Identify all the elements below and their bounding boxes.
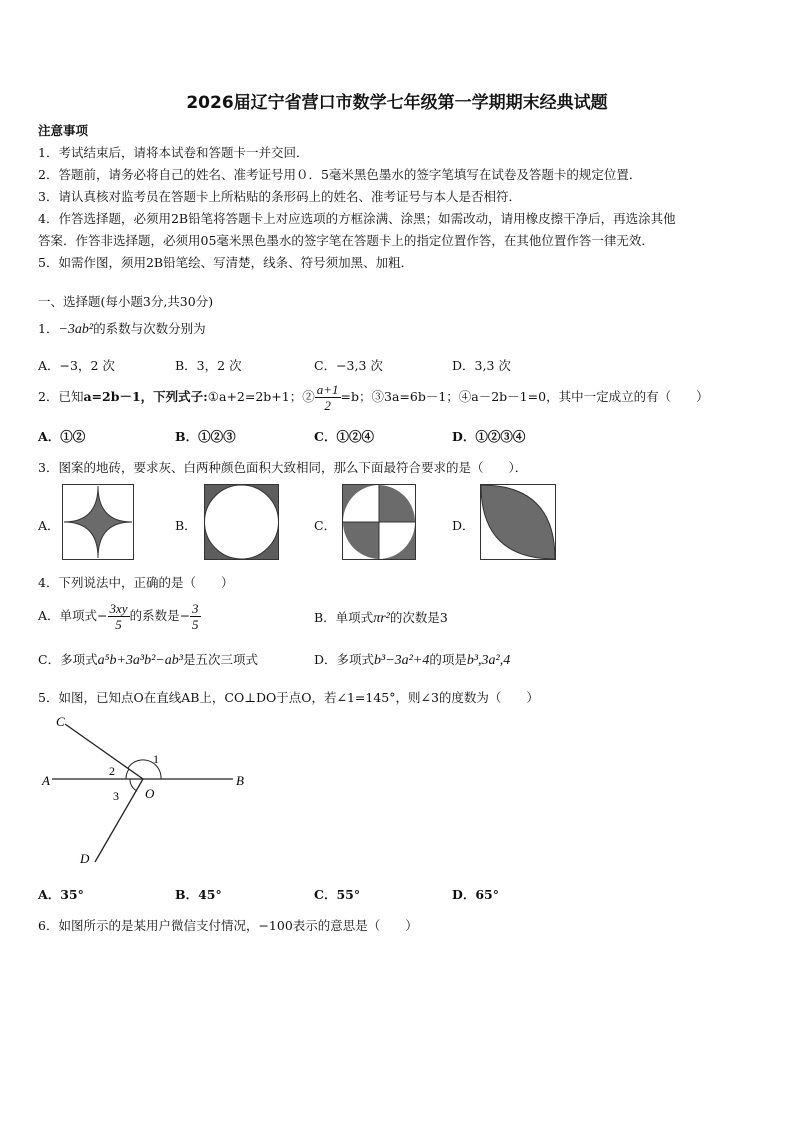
fraction-numerator: 3xy (109, 601, 128, 616)
option-a[interactable]: A．−3，2 次 (38, 358, 115, 373)
expression: −3ab² (58, 322, 94, 337)
point-c-label: C (56, 714, 65, 729)
option-text: B．单项式 (314, 610, 374, 625)
notice-item: 4．作答选择题，必须用2B铅笔将答题卡上对应选项的方框涂满、涂黑；如需改动，请用橡皮擦干净后，再选涂其他 (38, 211, 676, 226)
point-a-label: A (42, 773, 50, 788)
option-text: C．多项式 (38, 652, 98, 667)
notice-heading: 注意事项 (38, 123, 89, 138)
fraction-numerator: 3 (192, 601, 199, 616)
notice-item: 3．请认真核对监考员在答题卡上所粘贴的条形码上的姓名、准考证号与本人是否相符． (38, 189, 521, 204)
option-text: A．单项式− (38, 608, 108, 623)
question-6: 6．如图所示的是某用户微信支付情况，−100表示的意思是（ ） (38, 918, 418, 933)
ray-od (95, 779, 143, 862)
angle-2-label: 2 (109, 764, 115, 778)
option-text: 的系数是− (129, 608, 191, 623)
option-b[interactable]: B． (175, 518, 197, 533)
option-text: 是五次三项式 (182, 652, 258, 667)
formula-part: =b；③3a=6b－1；④a－2b－1=0，其中一定成立的有（ ） (340, 389, 709, 404)
expression: a⁵b+3a³b²−ab³ (97, 653, 183, 668)
option-c[interactable]: C．−3,3 次 (314, 358, 383, 373)
option-c[interactable]: C．①②④ (314, 429, 374, 444)
tile-d-figure (480, 484, 556, 560)
option-text: 的项是 (429, 652, 467, 667)
expression: b³,3a²,4 (466, 653, 511, 668)
fraction-denominator: 5 (115, 617, 122, 632)
ray-oc (65, 724, 143, 779)
option-a[interactable]: A． (38, 518, 60, 533)
option-c[interactable]: C．55° (314, 887, 361, 902)
angle-3-arc (130, 779, 137, 791)
expression: b³−3a²+4 (374, 653, 430, 668)
option-text: D．多项式 (314, 652, 375, 667)
angle-2-arc (126, 769, 129, 779)
option-b[interactable]: B．45° (175, 887, 222, 902)
option-a[interactable]: A．①② (38, 429, 86, 444)
fraction-denominator: 2 (324, 398, 331, 413)
option-text: 的次数是3 (389, 610, 448, 625)
page-title: 2026届辽宁省营口市数学七年级第一学期期末经典试题 (186, 93, 608, 113)
option-c[interactable] (38, 650, 258, 669)
fraction (190, 601, 201, 632)
tile-a-figure (62, 484, 134, 560)
notice-item: 1．考试结束后，请将本试卷和答题卡一并交回． (38, 145, 309, 160)
point-o-label: O (145, 786, 155, 801)
angle-1-label: 1 (153, 752, 159, 766)
point-b-label: B (236, 773, 244, 788)
option-d[interactable]: D． (452, 518, 475, 533)
fraction (108, 601, 130, 632)
angle-diagram (38, 712, 268, 872)
notice-item: 5．如需作图，须用2B铅笔绘、写清楚，线条、符号须加黑、加粗． (38, 255, 414, 270)
option-d[interactable]: D．65° (452, 887, 499, 902)
option-c[interactable]: C． (314, 518, 337, 533)
option-b[interactable]: B．①②③ (175, 429, 236, 444)
question-4: 4．下列说法中，正确的是（ ） (38, 575, 234, 590)
question-5: 5．如图，已知点O在直线AB上，CO⊥DO于点O，若∠1=145°，则∠3的度数为（ ） (38, 690, 539, 705)
option-d[interactable]: D．3,3 次 (452, 358, 511, 373)
fraction (315, 382, 341, 413)
option-d[interactable]: D．①②③④ (452, 429, 526, 444)
angle-3-label: 3 (113, 789, 119, 803)
question-1 (38, 319, 206, 338)
fraction-denominator: 5 (192, 617, 199, 632)
question-2 (38, 381, 709, 413)
option-b[interactable]: B．3，2 次 (175, 358, 242, 373)
question-text: 的系数与次数分别为 (93, 321, 206, 336)
notice-item: 2．答题前，请务必将自己的姓名、准考证号用０．5毫米黑色墨水的签字笔填写在试卷及答题卡的规定位置． (38, 167, 642, 182)
option-d[interactable] (314, 650, 510, 669)
tile-b-figure (204, 484, 279, 560)
tile-c-figure (342, 484, 416, 560)
question-number: 2．已知 (38, 389, 84, 404)
notice-item: 答案．作答非选择题，必须用05毫米黑色墨水的签字笔在答题卡上的指定位置作答，在其他位置作答一律无效． (38, 233, 654, 248)
option-a[interactable] (38, 598, 201, 634)
point-d-label: D (80, 851, 90, 866)
formula-part: ①a+2=2b+1；② (207, 389, 315, 404)
condition: a=2b－1，下列式子: (83, 389, 208, 404)
expression: πr² (373, 611, 390, 626)
question-number: 1． (38, 321, 59, 336)
option-a[interactable]: A．35° (38, 887, 84, 902)
option-b[interactable] (314, 608, 448, 627)
fraction-numerator: a+1 (316, 382, 339, 397)
question-3: 3．图案的地砖，要求灰、白两种颜色面积大致相同，那么下面最符合要求的是（ ）． (38, 460, 528, 475)
section-heading: 一、选择题(每小题3分,共30分) (38, 294, 214, 309)
